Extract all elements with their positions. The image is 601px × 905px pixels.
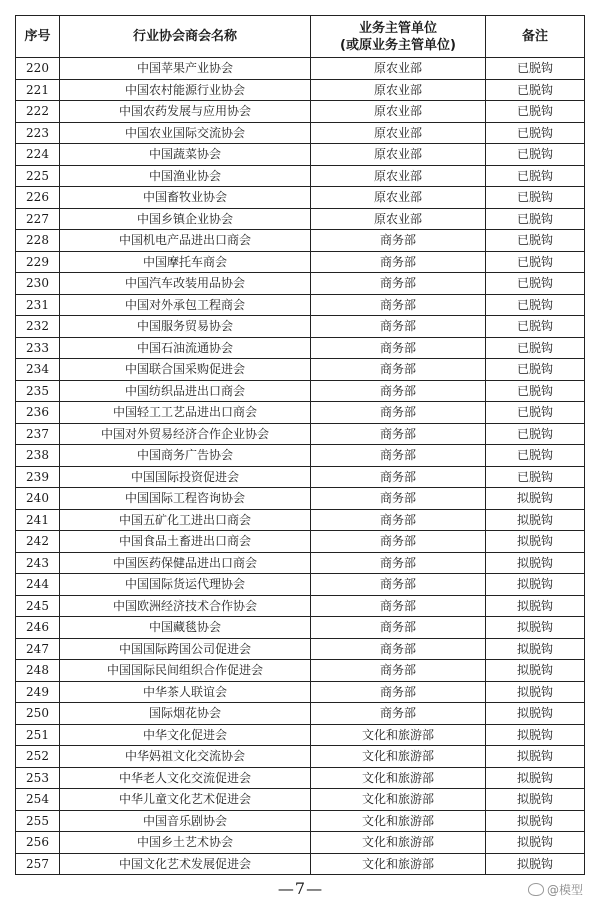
cell-association-name: 中国农村能源行业协会	[60, 79, 311, 101]
table-row	[16, 531, 585, 553]
table-row	[16, 660, 585, 682]
cell-serial-number: 237	[16, 423, 60, 445]
cell-serial-number: 221	[16, 79, 60, 101]
header-association-name: 行业协会商会名称	[60, 16, 311, 58]
cell-association-name: 中国国际投资促进会	[60, 466, 311, 488]
table-row	[16, 810, 585, 832]
cell-supervising-unit: 商务部	[311, 294, 486, 316]
table-row	[16, 187, 585, 209]
cell-association-name: 中国蔬菜协会	[60, 144, 311, 166]
cell-supervising-unit: 商务部	[311, 316, 486, 338]
cell-remarks: 拟脱钩	[486, 767, 585, 789]
cell-remarks: 已脱钩	[486, 380, 585, 402]
cell-remarks: 已脱钩	[486, 273, 585, 295]
cell-serial-number: 242	[16, 531, 60, 553]
cell-association-name: 中国对外贸易经济合作企业协会	[60, 423, 311, 445]
cell-remarks: 已脱钩	[486, 251, 585, 273]
cell-remarks: 已脱钩	[486, 466, 585, 488]
cell-serial-number: 223	[16, 122, 60, 144]
cell-association-name: 中国食品土畜进出口商会	[60, 531, 311, 553]
cell-serial-number: 255	[16, 810, 60, 832]
table-row	[16, 574, 585, 596]
cell-supervising-unit: 商务部	[311, 509, 486, 531]
table-row	[16, 122, 585, 144]
cell-remarks: 拟脱钩	[486, 509, 585, 531]
cell-remarks: 拟脱钩	[486, 681, 585, 703]
cell-remarks: 拟脱钩	[486, 853, 585, 875]
cell-supervising-unit: 商务部	[311, 402, 486, 424]
watermark-text: @模型	[547, 883, 584, 897]
table-row	[16, 79, 585, 101]
cell-association-name: 中华妈祖文化交流协会	[60, 746, 311, 768]
cell-serial-number: 253	[16, 767, 60, 789]
table-row	[16, 101, 585, 123]
cell-remarks: 已脱钩	[486, 208, 585, 230]
cell-serial-number: 241	[16, 509, 60, 531]
table-row	[16, 58, 585, 80]
cell-supervising-unit: 原农业部	[311, 122, 486, 144]
cell-association-name: 中国国际民间组织合作促进会	[60, 660, 311, 682]
cell-serial-number: 239	[16, 466, 60, 488]
cell-supervising-unit: 商务部	[311, 488, 486, 510]
table-row	[16, 380, 585, 402]
cell-remarks: 已脱钩	[486, 79, 585, 101]
cell-supervising-unit: 商务部	[311, 595, 486, 617]
cell-serial-number: 226	[16, 187, 60, 209]
cell-serial-number: 233	[16, 337, 60, 359]
cell-supervising-unit: 原农业部	[311, 208, 486, 230]
cell-remarks: 已脱钩	[486, 445, 585, 467]
cell-remarks: 拟脱钩	[486, 595, 585, 617]
cell-association-name: 中国农药发展与应用协会	[60, 101, 311, 123]
cell-supervising-unit: 商务部	[311, 230, 486, 252]
cell-serial-number: 254	[16, 789, 60, 811]
cell-association-name: 中国农业国际交流协会	[60, 122, 311, 144]
cell-remarks: 拟脱钩	[486, 638, 585, 660]
cell-serial-number: 236	[16, 402, 60, 424]
table-header-row	[16, 16, 585, 58]
cell-serial-number: 227	[16, 208, 60, 230]
cell-serial-number: 251	[16, 724, 60, 746]
cell-serial-number: 250	[16, 703, 60, 725]
cell-serial-number: 252	[16, 746, 60, 768]
cell-serial-number: 246	[16, 617, 60, 639]
cell-association-name: 中国国际货运代理协会	[60, 574, 311, 596]
cell-serial-number: 234	[16, 359, 60, 381]
table-row	[16, 789, 585, 811]
cell-remarks: 已脱钩	[486, 423, 585, 445]
cell-association-name: 中华儿童文化艺术促进会	[60, 789, 311, 811]
cell-association-name: 中国联合国采购促进会	[60, 359, 311, 381]
table-row	[16, 681, 585, 703]
watermark	[528, 881, 583, 898]
cell-association-name: 中国五矿化工进出口商会	[60, 509, 311, 531]
table-row	[16, 552, 585, 574]
cell-association-name: 中国医药保健品进出口商会	[60, 552, 311, 574]
cell-supervising-unit: 商务部	[311, 638, 486, 660]
cell-association-name: 中国纺织品进出口商会	[60, 380, 311, 402]
cell-serial-number: 231	[16, 294, 60, 316]
weibo-logo-icon	[528, 883, 544, 896]
cell-remarks: 已脱钩	[486, 402, 585, 424]
table-row	[16, 638, 585, 660]
cell-remarks: 拟脱钩	[486, 789, 585, 811]
table-row	[16, 165, 585, 187]
table-row	[16, 423, 585, 445]
table-row	[16, 208, 585, 230]
cell-supervising-unit: 商务部	[311, 445, 486, 467]
cell-association-name: 中国畜牧业协会	[60, 187, 311, 209]
cell-remarks: 拟脱钩	[486, 531, 585, 553]
cell-serial-number: 248	[16, 660, 60, 682]
cell-serial-number: 243	[16, 552, 60, 574]
cell-association-name: 中国乡镇企业协会	[60, 208, 311, 230]
cell-association-name: 中华茶人联谊会	[60, 681, 311, 703]
table-row	[16, 251, 585, 273]
cell-association-name: 国际烟花协会	[60, 703, 311, 725]
header-remarks: 备注	[486, 16, 585, 58]
cell-supervising-unit: 文化和旅游部	[311, 724, 486, 746]
table-row	[16, 402, 585, 424]
cell-association-name: 中国国际跨国公司促进会	[60, 638, 311, 660]
cell-remarks: 拟脱钩	[486, 703, 585, 725]
cell-supervising-unit: 商务部	[311, 423, 486, 445]
cell-association-name: 中国服务贸易协会	[60, 316, 311, 338]
cell-remarks: 已脱钩	[486, 316, 585, 338]
cell-remarks: 拟脱钩	[486, 488, 585, 510]
cell-association-name: 中国轻工工艺品进出口商会	[60, 402, 311, 424]
cell-serial-number: 249	[16, 681, 60, 703]
cell-remarks: 拟脱钩	[486, 617, 585, 639]
table-row	[16, 316, 585, 338]
cell-association-name: 中国渔业协会	[60, 165, 311, 187]
cell-association-name: 中国文化艺术发展促进会	[60, 853, 311, 875]
cell-association-name: 中国欧洲经济技术合作协会	[60, 595, 311, 617]
cell-remarks: 已脱钩	[486, 337, 585, 359]
cell-remarks: 拟脱钩	[486, 660, 585, 682]
table-row	[16, 359, 585, 381]
table-row	[16, 144, 585, 166]
table-row	[16, 337, 585, 359]
cell-serial-number: 240	[16, 488, 60, 510]
cell-supervising-unit: 文化和旅游部	[311, 832, 486, 854]
table-row	[16, 595, 585, 617]
cell-supervising-unit: 商务部	[311, 552, 486, 574]
table-row	[16, 853, 585, 875]
cell-remarks: 拟脱钩	[486, 832, 585, 854]
cell-supervising-unit: 文化和旅游部	[311, 746, 486, 768]
cell-association-name: 中国音乐剧协会	[60, 810, 311, 832]
table-row	[16, 617, 585, 639]
cell-association-name: 中国对外承包工程商会	[60, 294, 311, 316]
header-supervising-unit	[311, 16, 486, 58]
cell-supervising-unit: 商务部	[311, 251, 486, 273]
header-serial-number: 序号	[16, 16, 60, 58]
cell-association-name: 中国苹果产业协会	[60, 58, 311, 80]
cell-remarks: 已脱钩	[486, 165, 585, 187]
table-row	[16, 273, 585, 295]
table-row	[16, 832, 585, 854]
cell-association-name: 中国石油流通协会	[60, 337, 311, 359]
cell-serial-number: 224	[16, 144, 60, 166]
cell-association-name: 中国机电产品进出口商会	[60, 230, 311, 252]
cell-supervising-unit: 原农业部	[311, 144, 486, 166]
cell-supervising-unit: 商务部	[311, 359, 486, 381]
cell-serial-number: 225	[16, 165, 60, 187]
cell-association-name: 中国藏毯协会	[60, 617, 311, 639]
cell-serial-number: 229	[16, 251, 60, 273]
table-row	[16, 746, 585, 768]
cell-serial-number: 232	[16, 316, 60, 338]
cell-supervising-unit: 原农业部	[311, 79, 486, 101]
cell-association-name: 中华老人文化交流促进会	[60, 767, 311, 789]
cell-remarks: 拟脱钩	[486, 552, 585, 574]
cell-supervising-unit: 商务部	[311, 703, 486, 725]
cell-supervising-unit: 文化和旅游部	[311, 767, 486, 789]
cell-supervising-unit: 商务部	[311, 273, 486, 295]
cell-serial-number: 238	[16, 445, 60, 467]
page-number: —7—	[277, 879, 324, 898]
table-row	[16, 724, 585, 746]
cell-supervising-unit: 商务部	[311, 660, 486, 682]
cell-serial-number: 257	[16, 853, 60, 875]
cell-remarks: 已脱钩	[486, 122, 585, 144]
cell-serial-number: 220	[16, 58, 60, 80]
cell-supervising-unit: 文化和旅游部	[311, 810, 486, 832]
cell-association-name: 中国摩托车商会	[60, 251, 311, 273]
cell-association-name: 中华文化促进会	[60, 724, 311, 746]
cell-remarks: 已脱钩	[486, 230, 585, 252]
cell-supervising-unit: 商务部	[311, 681, 486, 703]
cell-supervising-unit: 商务部	[311, 337, 486, 359]
table-row	[16, 767, 585, 789]
cell-association-name: 中国商务广告协会	[60, 445, 311, 467]
cell-supervising-unit: 原农业部	[311, 58, 486, 80]
cell-serial-number: 256	[16, 832, 60, 854]
cell-remarks: 已脱钩	[486, 144, 585, 166]
cell-supervising-unit: 商务部	[311, 617, 486, 639]
cell-remarks: 拟脱钩	[486, 724, 585, 746]
cell-supervising-unit: 文化和旅游部	[311, 853, 486, 875]
table-row	[16, 294, 585, 316]
cell-supervising-unit: 商务部	[311, 466, 486, 488]
cell-supervising-unit: 原农业部	[311, 165, 486, 187]
cell-supervising-unit: 商务部	[311, 531, 486, 553]
cell-remarks: 已脱钩	[486, 101, 585, 123]
cell-remarks: 已脱钩	[486, 58, 585, 80]
cell-supervising-unit: 文化和旅游部	[311, 789, 486, 811]
cell-remarks: 拟脱钩	[486, 746, 585, 768]
cell-remarks: 已脱钩	[486, 187, 585, 209]
table-row	[16, 230, 585, 252]
table-row	[16, 488, 585, 510]
cell-serial-number: 222	[16, 101, 60, 123]
cell-association-name: 中国乡土艺术协会	[60, 832, 311, 854]
table-row	[16, 466, 585, 488]
table-row	[16, 509, 585, 531]
associations-table	[15, 15, 585, 875]
cell-association-name: 中国汽车改装用品协会	[60, 273, 311, 295]
cell-serial-number: 230	[16, 273, 60, 295]
cell-remarks: 拟脱钩	[486, 810, 585, 832]
cell-remarks: 已脱钩	[486, 294, 585, 316]
cell-serial-number: 244	[16, 574, 60, 596]
cell-serial-number: 245	[16, 595, 60, 617]
cell-serial-number: 235	[16, 380, 60, 402]
table-row	[16, 703, 585, 725]
cell-serial-number: 247	[16, 638, 60, 660]
header-supervising-unit-line1: 业务主管单位	[358, 20, 437, 36]
cell-supervising-unit: 商务部	[311, 574, 486, 596]
cell-remarks: 已脱钩	[486, 359, 585, 381]
table-row	[16, 445, 585, 467]
cell-supervising-unit: 原农业部	[311, 101, 486, 123]
cell-supervising-unit: 原农业部	[311, 187, 486, 209]
cell-association-name: 中国国际工程咨询协会	[60, 488, 311, 510]
cell-serial-number: 228	[16, 230, 60, 252]
cell-supervising-unit: 商务部	[311, 380, 486, 402]
header-supervising-unit-line2: (或原业务主管单位)	[340, 37, 456, 53]
cell-remarks: 拟脱钩	[486, 574, 585, 596]
table-body	[16, 58, 585, 875]
